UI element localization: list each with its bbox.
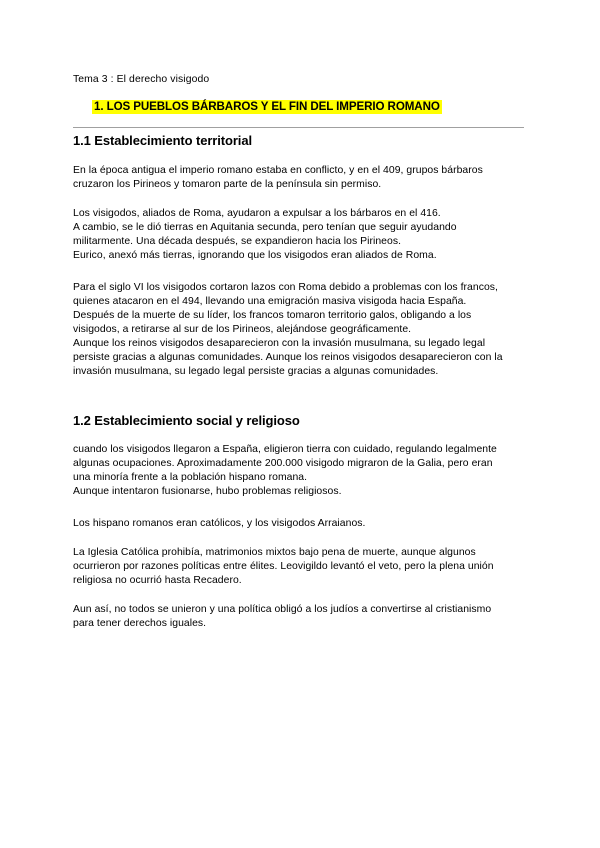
paragraph-s2-1 [73, 443, 533, 499]
text-line: quienes atacaron en el 494, llevando una emigración masiva visigoda hacia España. [73, 296, 467, 307]
text-line: una minoría frente a la población hispano romana. [73, 472, 308, 483]
text-line: cuando los visigodos llegaron a España, eligieron tierra con cuidado, regulando legalmente [73, 444, 497, 455]
heading-divider [73, 127, 524, 128]
text-line: algunas ocupaciones. Aproximadamente 200.000 visigodo migraron de la Galia, pero eran [73, 458, 493, 469]
paragraph-s2-3 [73, 546, 533, 588]
text-line: Para el siglo VI los visigodos cortaron lazos con Roma debido a problemas con los francos, [73, 282, 498, 293]
text-line: ocurrieron por razones políticas entre élites. Leovigildo levantó el veto, pero la plena unión [73, 561, 494, 572]
text-line: Los hispano romanos eran católicos, y los visigodos Arraianos. [73, 518, 366, 529]
text-line: para tener derechos iguales. [73, 618, 207, 629]
text-line: Eurico, anexó más tierras, ignorando que los visigodos eran aliados de Roma. [73, 250, 437, 261]
text-line: Después de la muerte de su líder, los francos tomaron territorio galos, obligando a los [73, 310, 472, 321]
text-line: La Iglesia Católica prohibía, matrimonios mixtos bajo pena de muerte, aunque algunos [73, 547, 476, 558]
main-heading: 1. LOS PUEBLOS BÁRBAROS Y EL FIN DEL IMPERIO ROMANO [94, 100, 440, 113]
text-line: militarmente. Una década después, se expandieron hacia los Pirineos. [73, 236, 402, 247]
text-line: Aunque intentaron fusionarse, hubo problemas religiosos. [73, 486, 342, 497]
topic-header: Tema 3 : El derecho visigodo [73, 74, 210, 85]
paragraph-s2-4 [73, 603, 533, 631]
text-line: religiosa no ocurrió hasta Recadero. [73, 575, 242, 586]
text-line: Aun así, no todos se unieron y una política obligó a los judíos a convertirse al cristianismo [73, 604, 492, 615]
text-line: Aunque los reinos visigodos desaparecieron con la invasión musulmana, su legado legal [73, 338, 486, 349]
text-line: invasión musulmana, su legado legal persiste gracias a algunas comunidades. [73, 366, 439, 377]
text-line: En la época antigua el imperio romano estaba en conflicto, y en el 409, grupos bárbaros [73, 165, 483, 176]
text-line: visigodos, a retirarse al sur de los Pirineos, alejándose geográficamente. [73, 324, 412, 335]
text-line: Los visigodos, aliados de Roma, ayudaron a expulsar a los bárbaros en el 416. [73, 208, 441, 219]
text-line: cruzaron los Pirineos y tomaron parte de la península sin permiso. [73, 179, 382, 190]
text-line: A cambio, se le dió tierras en Aquitania secunda, pero tenían que seguir ayudando [73, 222, 457, 233]
paragraph-s1-1 [73, 164, 533, 192]
paragraph-s1-3 [73, 281, 533, 379]
text-line: persiste gracias a algunas comunidades. Aunque los reinos visigodos desaparecieron con la [73, 352, 503, 363]
paragraph-s2-2 [73, 517, 533, 531]
paragraph-s1-2 [73, 207, 533, 263]
section-heading-social-religioso: 1.2 Establecimiento social y religioso [73, 413, 300, 428]
section-heading-territorial: 1.1 Establecimiento territorial [73, 133, 252, 148]
